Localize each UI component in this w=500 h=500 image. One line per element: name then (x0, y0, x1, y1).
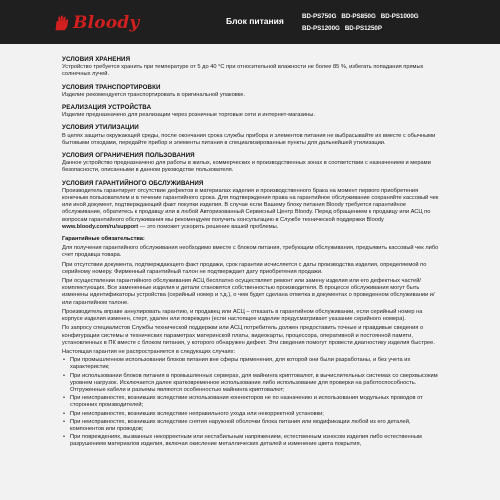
section-text: Изделие предназначено для реализации через розничные торговые сети и интернет-магазины. (62, 112, 315, 119)
warranty-paragraph: При осуществлении гарантийного обслуживания АСЦ бесплатно осуществляет ремонт или замену изделия или его дефектных частей/комплектующих. Все замененные изделия и детали становятся собственностью производителя. В процессе обслуживания могут быть изменены идентификаторы устройства (серийный номер и т.д.), о чем будет сделана отметка в документах о проведенном обслуживании и/или гарантийном талоне. (62, 278, 435, 306)
model-item: BD-PS750G (302, 13, 337, 20)
list-item: • При неисправностях, возникших вследствие использования коннекторов не по назначению и использования модульных проводов от сторонних производителей; (62, 395, 440, 409)
warranty-paragraph: По запросу специалистов Службы технической поддержки или АСЦ потребитель должен предоставить точные и правдивые сведения о конфигурации системы и технических параметрах материнской платы, видеокарты, процессора, оперативной и постоянной памяти, установленных в ПК вместе с блоком питания, у которого обнаружен дефект. Эти сведения помогут провести диагностику изделия быстрее. (62, 325, 435, 346)
exclusions-list (62, 357, 440, 448)
section-text: В целях защиты окружающей среды, после окончания срока службы прибора и элементов питания не выбрасывайте их вместе с обычными бытовыми отходами, передайте прибор и элементы питания в специализированные пункты для дальнейшей утилизации. (62, 132, 436, 146)
list-item: • При повреждениях, вызванных некорректным или нестабильным напряжением, естественным износом изделия либо естественным разрушением материалов изделия, включая окисление металлических деталей и изменение цвета покрытия, (62, 434, 440, 448)
warranty-paragraph: Производитель вправе аннулировать гарантию, и продавец или АСЦ – отказать в гарантийном обслуживании, если серийный номер на корпусе изделия изменен, стерт, удален или поврежден (если настоящее изделие предусматривает указание серийного номера). (62, 308, 423, 323)
list-item: • При неисправностях, возникших вследствие снятия наружной оболочки блока питания или модификации любой из его деталей, компонентов или проводов; (62, 419, 440, 433)
header-bar (0, 0, 500, 44)
section-heading: УСЛОВИЯ ГАРАНТИЙНОГО ОБСЛУЖИВАНИЯ (62, 179, 204, 187)
brand-logo (52, 13, 139, 33)
list-item: • При неисправностях, возникших вследствие неправильного ухода или некорректной установки; (62, 411, 440, 418)
model-item: BD-PS850G (341, 13, 376, 20)
warranty-heading: Гарантийные обязательства: (62, 236, 145, 243)
page-title: Блок питания (226, 16, 284, 26)
support-link[interactable]: www.bloody.com/ru/support (62, 223, 139, 230)
model-item: BD-PS1250P (344, 25, 382, 32)
warranty-paragraph: Для получения гарантийного обслуживания необходимо вместе с блоком питания, требующим обслуживания, предъявить кассовый чек либо счет продавца товара. (62, 245, 439, 259)
warranty-paragraph: При отсутствии документа, подтверждающего факт продажи, срок гарантии исчисляется с даты производства изделия, определяемой по серийному номеру. Фирменный гарантийный талон не подтверждает дату приобретения продажи. (62, 261, 427, 275)
section-text: Данное устройство предназначено для работы в жилых, коммерческих и производственных зонах в соответствии с назначением и мерами безопасности, описанными в данном руководстве пользователя. (62, 160, 431, 174)
list-item: • При промышленном использовании блоков питания вне сферы применения, для которой они были разработаны, и без учета их характеристик; (62, 357, 440, 371)
section-heading: УСЛОВИЯ УТИЛИЗАЦИИ (62, 124, 139, 132)
model-item: BD-PS1200G (302, 25, 340, 32)
manual-content (62, 56, 440, 449)
section-text (62, 188, 440, 231)
support-tail: — это поможет ускорить решение вашей проблемы. (138, 223, 279, 230)
section-heading: РЕАЛИЗАЦИЯ УСТРОЙСТВА (62, 104, 152, 112)
warranty-paragraph: Настоящая гарантия не распространяется в следующих случаях: (62, 348, 236, 355)
warranty-intro: Производитель гарантирует отсутствие дефектов в материалах изделия и производственного брака на момент первого приобретения конечным пользователем и в течение гарантийного срока. Для подтверждения права на гарантийное обслуживание сохраняйте кассовый чек или иной документ, подтверждающий факт покупки изделия. В случае если Вашему блоку питания Bloody требуется гарантийное обслуживание, обратитесь к продавцу или в любой Авторизованный Сервисный Центр Bloody. Перед обращением к продавцу или АСЦ по вопросам гарантийного обслуживания мы рекомендуем получить консультацию в Службе технической поддержки Bloody (62, 187, 439, 223)
section-text: Изделие рекомендуется транспортировать в оригинальной упаковке. (62, 91, 246, 98)
section-heading: УСЛОВИЯ ХРАНЕНИЯ (62, 56, 131, 63)
model-list (302, 11, 452, 35)
model-item: BD-PS1000G (380, 13, 419, 20)
section-text: Устройство требуется хранить при температуре от 5 до 40 °С при относительной влажности не более 85 %, избегать попадания прямых солнечных лучей. (62, 64, 424, 78)
bloody-hand-icon (52, 14, 70, 32)
brand-name: Bloody (73, 13, 140, 33)
section-heading: УСЛОВИЯ ТРАНСПОРТИРОВКИ (62, 83, 161, 91)
section-heading: УСЛОВИЯ ОГРАНИЧЕНИЯ ПОЛЬЗОВАНИЯ (62, 152, 195, 160)
list-item: • При использовании блоков питания в промышленных серверах, для майнинга криптовалют, в вычислительных системах со сверхвысоким уровнем нагрузок. Исключается далее кратковременное использование либо использование для проверки на работоспособность. Отгруженные кабели и разъемы являются особенностью майнинга криптовалют; (62, 373, 440, 395)
